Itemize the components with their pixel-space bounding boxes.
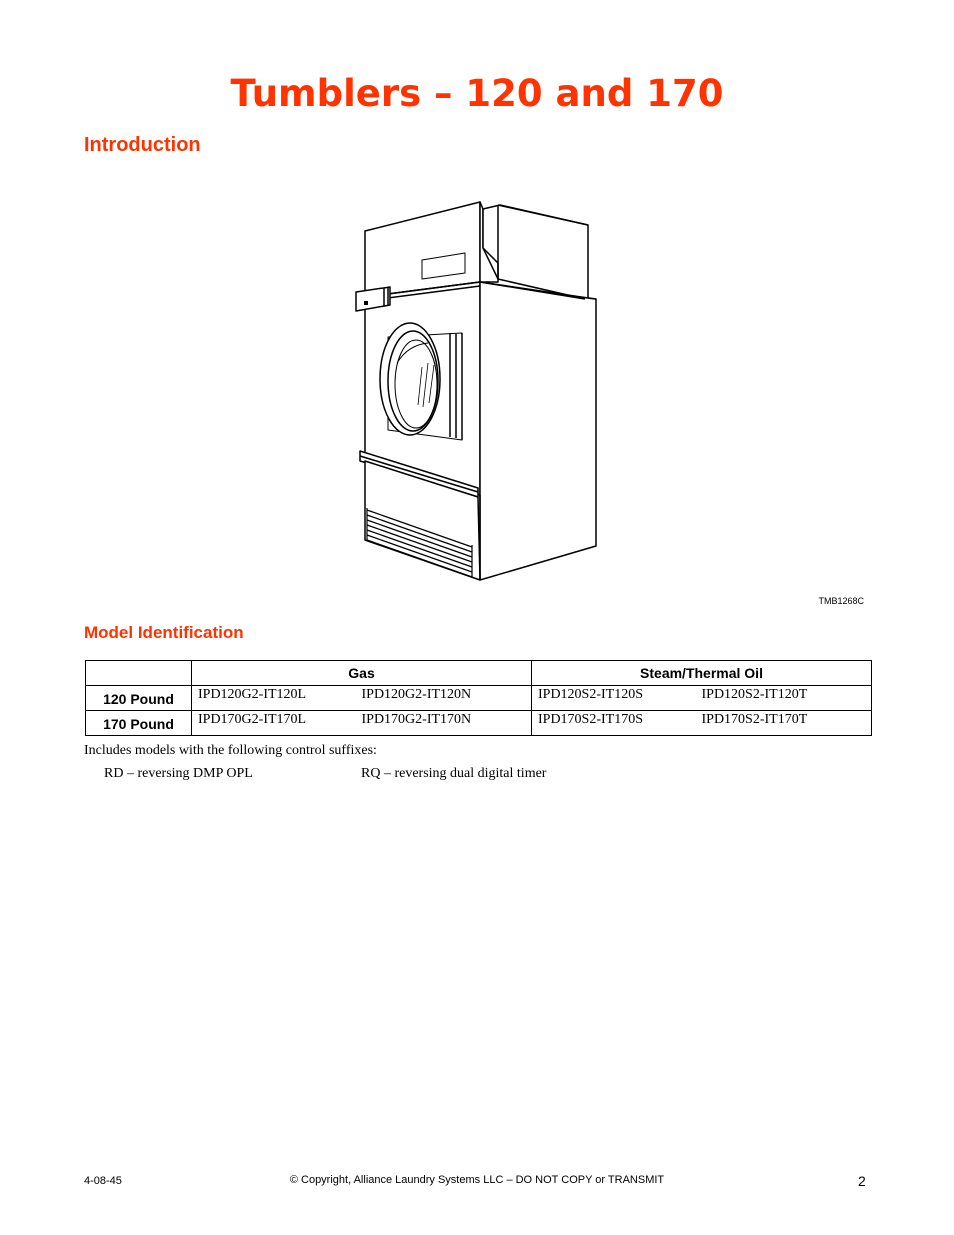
control-suffix-note: Includes models with the following control suffixes: xyxy=(84,743,377,758)
table-header-row xyxy=(86,661,872,686)
column-header-steam: Steam/Thermal Oil xyxy=(532,661,872,686)
section-heading-model-identification: Model Identification xyxy=(84,623,244,642)
copyright-notice: © Copyright, Alliance Laundry Systems LLC – DO NOT COPY or TRANSMIT xyxy=(289,1174,665,1186)
page-title: Tumblers – 120 and 170 xyxy=(230,72,724,115)
gas-models-cell xyxy=(192,711,532,736)
figure-code: TMB1268C xyxy=(818,596,864,606)
suffix-rq: RQ – reversing dual digital timer xyxy=(361,766,547,781)
model-number: IPD120G2-IT120L xyxy=(198,687,307,702)
page-number: 2 xyxy=(858,1173,866,1189)
row-label: 170 Pound xyxy=(86,711,192,736)
document-number: 4-08-45 xyxy=(84,1175,122,1187)
control-suffix-list xyxy=(104,766,546,782)
tumbler-illustration xyxy=(350,195,610,590)
row-label: 120 Pound xyxy=(86,686,192,711)
steam-models-cell xyxy=(532,711,872,736)
model-number: IPD120G2-IT120N xyxy=(361,687,472,702)
gas-models-cell xyxy=(192,686,532,711)
steam-models-cell xyxy=(532,686,872,711)
model-number: IPD120S2-IT120T xyxy=(701,687,808,702)
model-number: IPD170G2-IT170L xyxy=(198,712,307,727)
model-number: IPD170S2-IT170S xyxy=(538,712,644,727)
model-number: IPD170S2-IT170T xyxy=(701,712,808,727)
table-row xyxy=(86,686,872,711)
table-row xyxy=(86,711,872,736)
model-number: IPD170G2-IT170N xyxy=(361,712,472,727)
model-number: IPD120S2-IT120S xyxy=(538,687,644,702)
column-header-gas: Gas xyxy=(192,661,532,686)
table-corner-cell xyxy=(86,661,192,686)
model-identification-table xyxy=(85,660,872,736)
suffix-rd: RD – reversing DMP OPL xyxy=(104,766,253,781)
section-heading-introduction: Introduction xyxy=(84,134,201,156)
